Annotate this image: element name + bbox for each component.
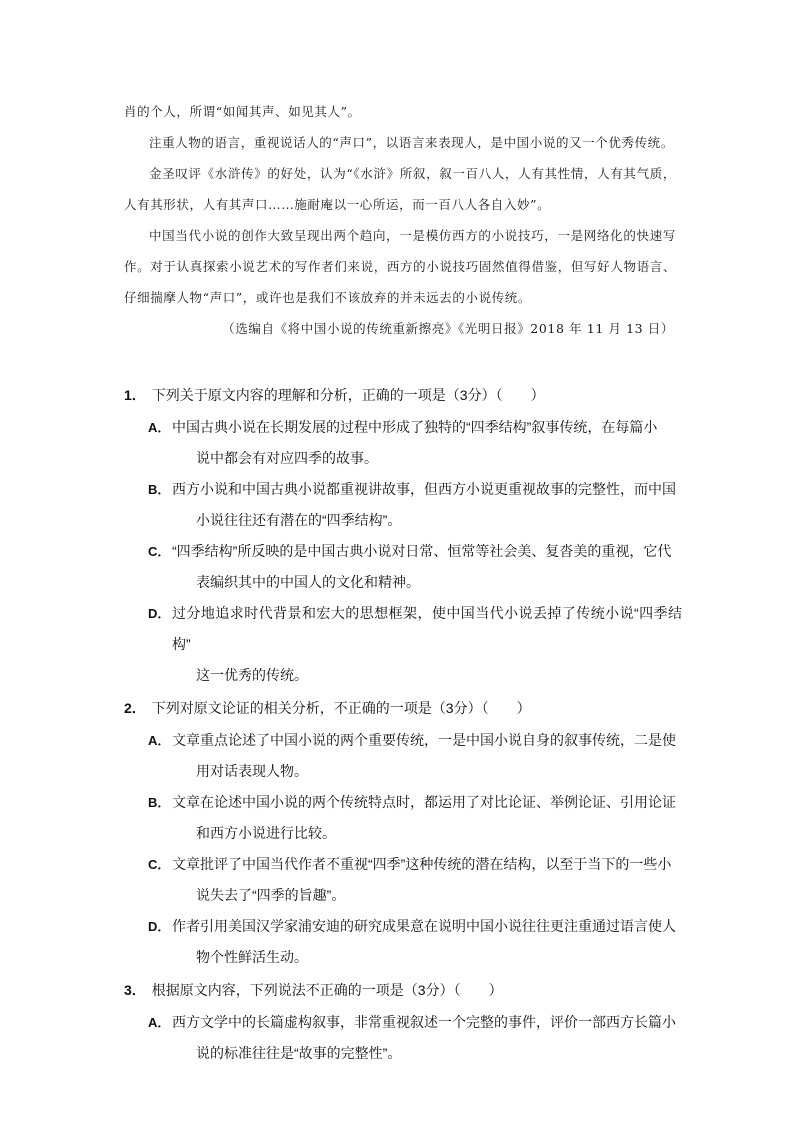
option-text: 西方小说和中国古典小说都重视讲故事，但西方小说更重视故事的完整性，而中国 bbox=[172, 481, 676, 497]
answer-option-c[interactable] bbox=[124, 536, 682, 598]
question-stem bbox=[124, 378, 682, 412]
option-letter: A． bbox=[148, 420, 171, 435]
option-text: 过分地追求时代背景和宏大的思想框架，使中国当代小说丢掉了传统小说“四季结构” bbox=[172, 605, 682, 652]
answer-option-a[interactable] bbox=[124, 412, 682, 474]
question-number: 2． bbox=[124, 700, 146, 716]
question-text: 下列关于原文内容的理解和分析，正确的一项是（3分）（ ） bbox=[151, 387, 545, 403]
option-text: 作者引用美国汉学家浦安迪的研究成果意在说明中国小说往往更注重通过语言使人 bbox=[172, 918, 676, 934]
passage-paragraph: 金圣叹评《水浒传》的好处，认为“《水浒》所叙，叙一百八人，人有其性情，人有其气质，人有其形状，人有其声口……施耐庵以一心所运，而一百八人各自入妙”。 bbox=[124, 166, 676, 212]
question-number: 3． bbox=[124, 982, 146, 998]
answer-option-a[interactable] bbox=[124, 1007, 682, 1069]
option-text-cont: 这一优秀的传统。 bbox=[196, 667, 308, 683]
option-letter: A． bbox=[148, 1015, 171, 1030]
option-text: “四季结构”所反映的是中国古典小说对日常、恒常等社会美、复沓美的重视，它代 bbox=[172, 543, 672, 559]
option-text-cont: 说的标准往往是“故事的完整性”。 bbox=[196, 1045, 402, 1061]
option-text: 中国古典小说在长期发展的过程中形成了独特的“四季结构”叙事传统，在每篇小 bbox=[172, 419, 658, 435]
question-text: 下列对原文论证的相关分析，不正确的一项是（3分）（ ） bbox=[151, 700, 531, 716]
question-2 bbox=[124, 691, 682, 973]
question-stem bbox=[124, 973, 682, 1007]
question-list bbox=[124, 378, 682, 1069]
answer-option-b[interactable] bbox=[124, 787, 682, 849]
option-letter: C． bbox=[148, 544, 171, 559]
option-letter: C． bbox=[148, 857, 171, 872]
option-letter: B． bbox=[148, 795, 171, 810]
passage-paragraph: 注重人物的语言，重视说话人的“声口”，以语言来表现人，是中国小说的又一个优秀传统。 bbox=[149, 135, 674, 150]
passage-paragraph: 肖的个人，所谓“如闻其声、如见其人”。 bbox=[124, 104, 361, 119]
reading-passage bbox=[124, 96, 676, 344]
answer-option-c[interactable] bbox=[124, 849, 682, 911]
answer-option-b[interactable] bbox=[124, 474, 682, 536]
option-text-cont: 说中都会有对应四季的故事。 bbox=[196, 450, 378, 466]
option-text-cont: 表编织其中的中国人的文化和精神。 bbox=[196, 574, 420, 590]
option-text-cont: 用对话表现人物。 bbox=[196, 763, 308, 779]
option-text: 文章在论述中国小说的两个传统特点时，都运用了对比论证、举例论证、引用论证 bbox=[172, 794, 676, 810]
option-letter: B． bbox=[148, 482, 171, 497]
question-text: 根据原文内容，下列说法不正确的一项是（3分）（ ） bbox=[151, 982, 503, 998]
option-text-cont: 和西方小说进行比较。 bbox=[196, 825, 336, 841]
passage-paragraph: 中国当代小说的创作大致呈现出两个趋向，一是模仿西方的小说技巧，一是网络化的快速写作。对于认真探索小说艺术的写作者们来说，西方的小说技巧固然值得借鉴，但写好人物语言、仔细揣摩人物“声口”，或许也是我们不该放弃的并未远去的小说传统。 bbox=[124, 228, 676, 305]
option-letter: A． bbox=[148, 733, 171, 748]
passage-source: （选编自《将中国小说的传统重新擦亮》《光明日报》2018 年 11 月 13 日） bbox=[222, 321, 674, 336]
option-letter: D． bbox=[148, 606, 171, 621]
option-text-cont: 说失去了“四季的旨趣”。 bbox=[196, 887, 346, 903]
answer-option-d[interactable] bbox=[124, 598, 682, 691]
answer-option-a[interactable] bbox=[124, 725, 682, 787]
option-letter: D． bbox=[148, 919, 171, 934]
option-text: 西方文学中的长篇虚构叙事，非常重视叙述一个完整的事件，评价一部西方长篇小 bbox=[172, 1014, 676, 1030]
option-text-cont: 物个性鲜活生动。 bbox=[196, 949, 308, 965]
question-number: 1． bbox=[124, 387, 146, 403]
question-3 bbox=[124, 973, 682, 1069]
question-stem bbox=[124, 691, 682, 725]
option-text-cont: 小说往往还有潜在的“四季结构”。 bbox=[196, 512, 402, 528]
answer-option-d[interactable] bbox=[124, 911, 682, 973]
option-text: 文章重点论述了中国小说的两个重要传统，一是中国小说自身的叙事传统，二是使 bbox=[172, 732, 676, 748]
option-text: 文章批评了中国当代作者不重视“四季”这种传统的潜在结构，以至于当下的一些小 bbox=[172, 856, 672, 872]
question-1 bbox=[124, 378, 682, 691]
